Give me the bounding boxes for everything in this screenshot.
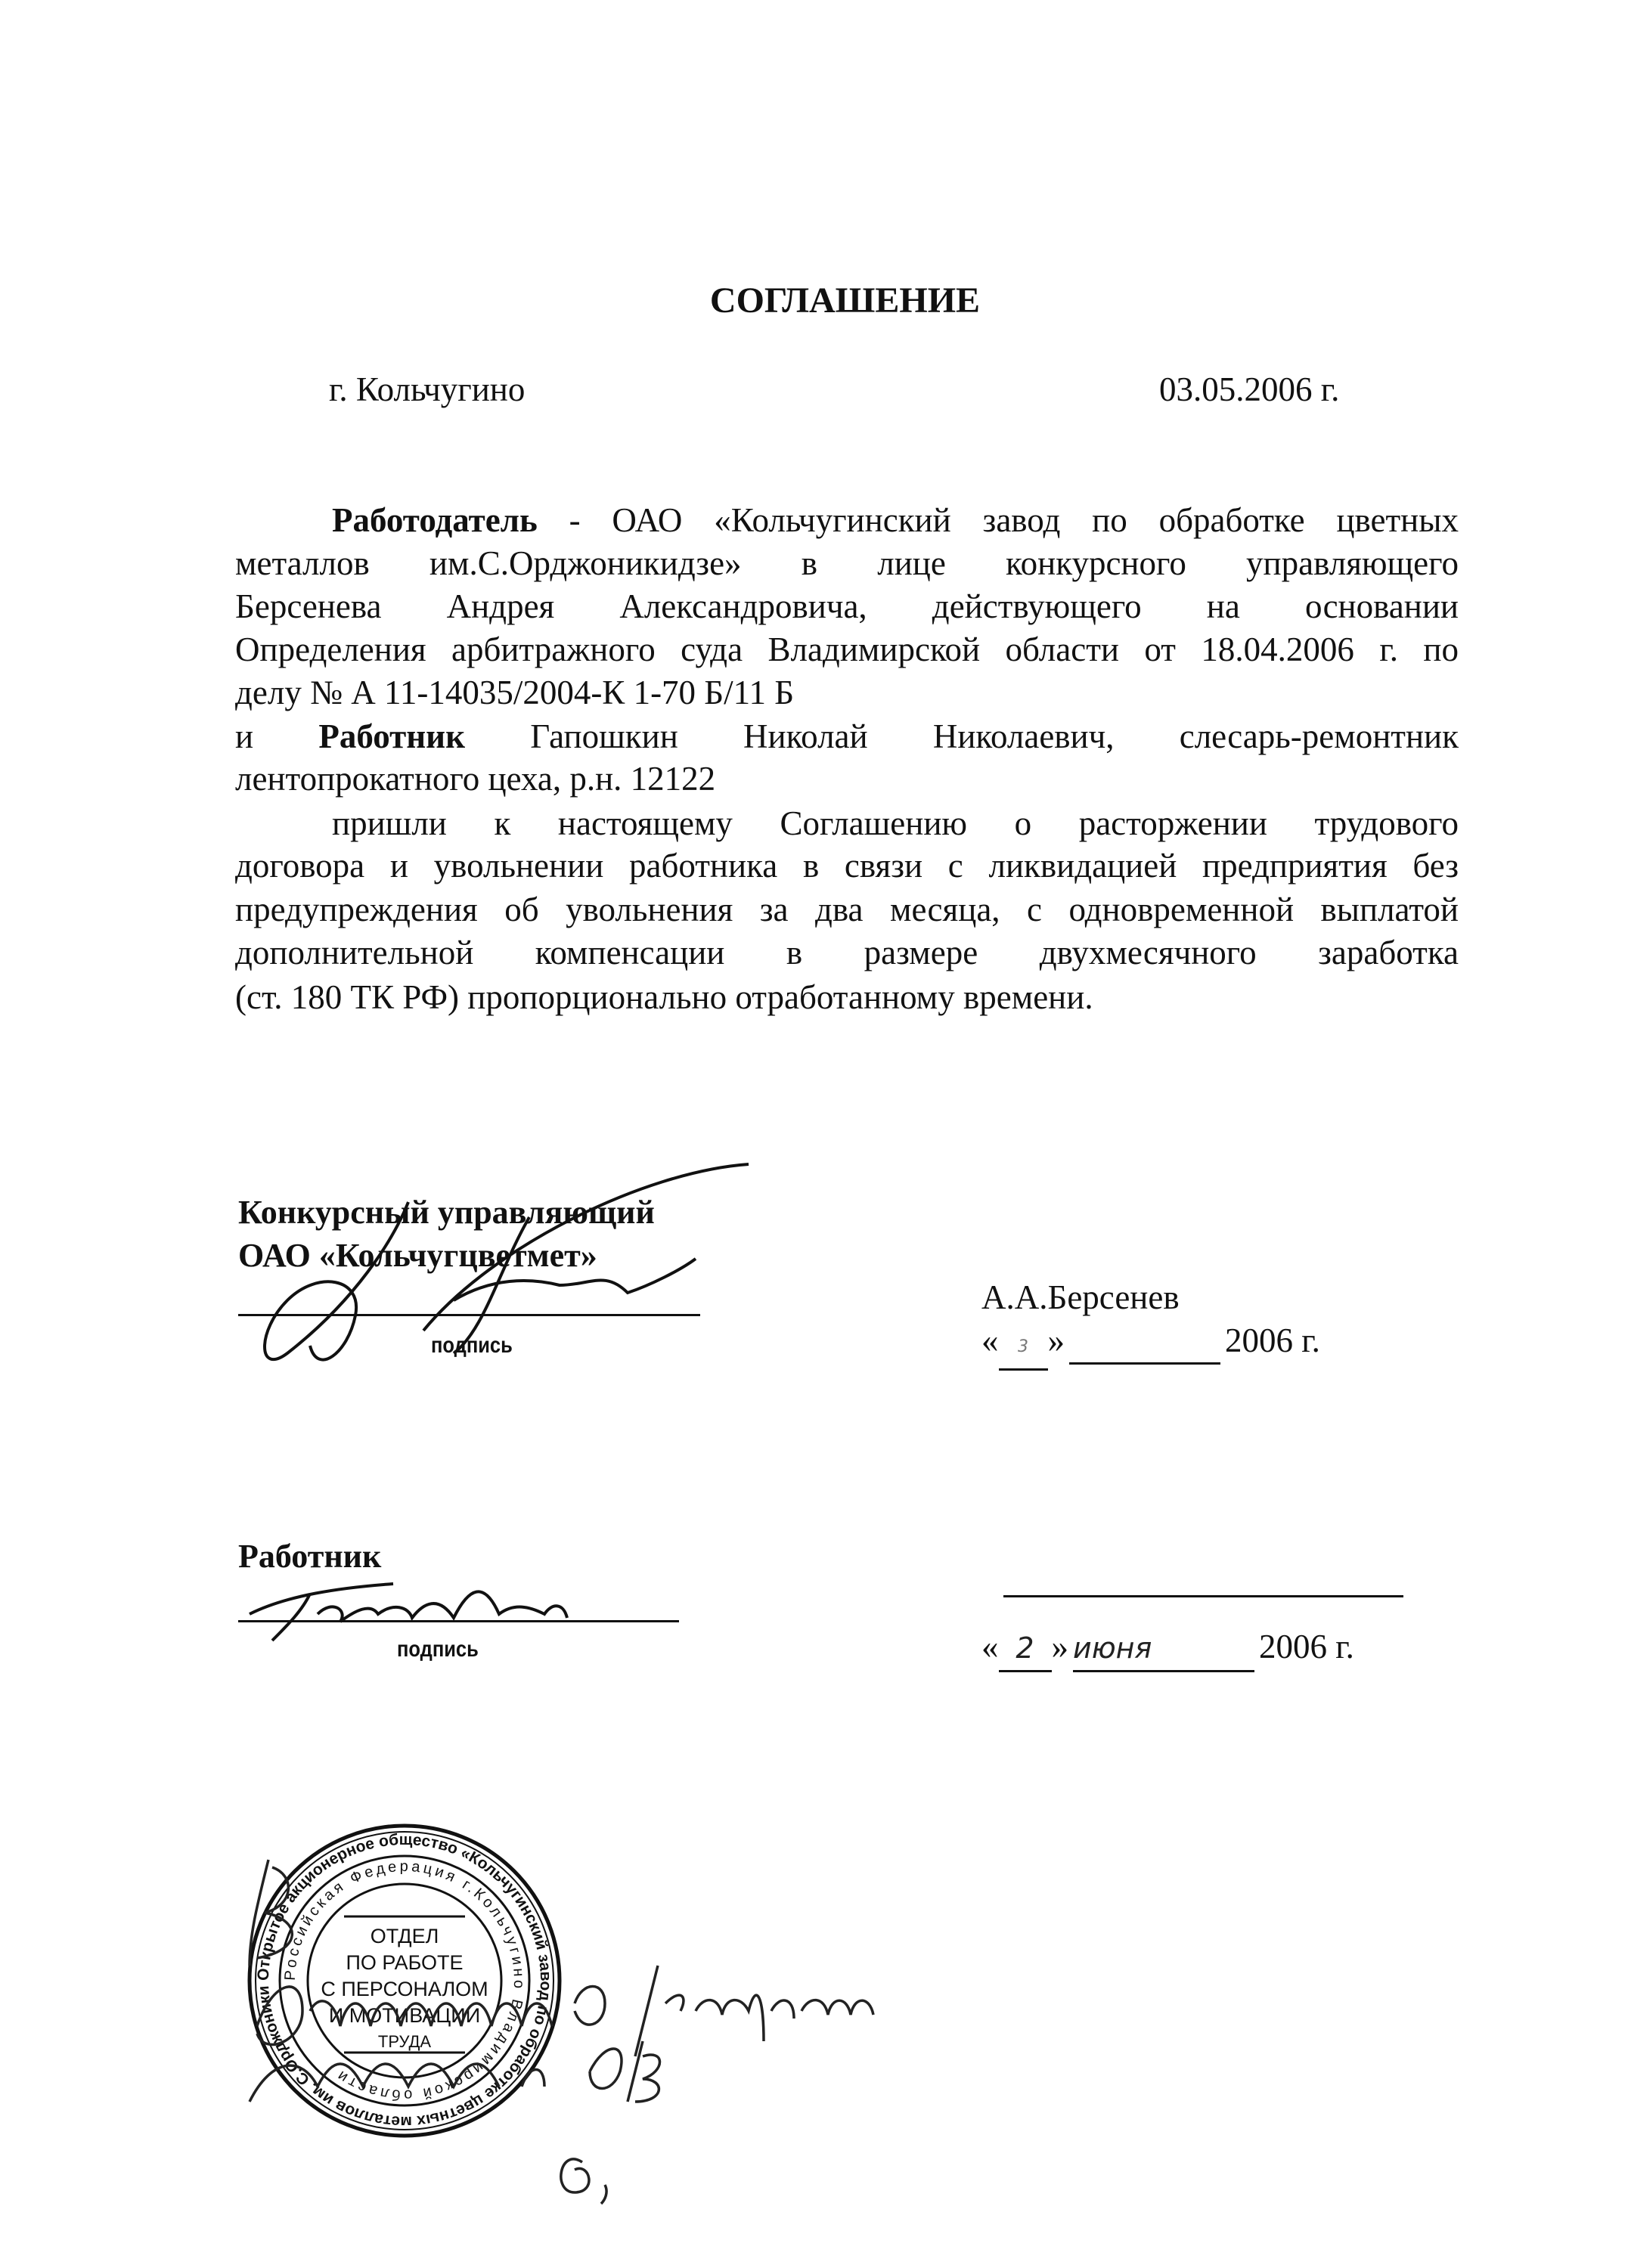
paragraph-line: Работодатель - ОАО «Кольчугинский завод по обработке цветных (332, 501, 1459, 539)
stamp-center-line: ПО РАБОТЕ (346, 1951, 464, 1974)
document-date: 03.05.2006 г. (1159, 370, 1340, 408)
city: г. Кольчугино (329, 370, 526, 408)
stamp-center-line: ТРУДА (377, 2032, 432, 2051)
stamp-outer-text: Открытое акционерное общество «Кольчугинский завод по обработке цветных металлов им. С.Орджоникидзе» (240, 1808, 555, 2131)
document-title: СОГЛАШЕНИЕ (709, 280, 981, 321)
employer-company: ОАО «Кольчугцветмет» (238, 1237, 597, 1274)
signature-caption: подпись (431, 1333, 513, 1358)
paragraph-line: лентопрокатного цеха, р.н. 12122 (235, 760, 716, 798)
employee-date-day: 2 (999, 1627, 1052, 1672)
paragraph-line: делу № А 11-14035/2004-К 1-70 Б/11 Б (235, 674, 795, 711)
employer-date-day: 3 (999, 1325, 1048, 1371)
employee-label: Работник (238, 1538, 382, 1575)
paragraph-line: Берсенева Андрея Александровича, действующего на основании (235, 587, 1459, 625)
employer-position: Конкурсный управляющий (238, 1194, 655, 1231)
stamp-center-line: С ПЕРСОНАЛОМ (321, 1978, 488, 2000)
stamp-center-line: И МОТИВАЦИИ (328, 2004, 481, 2027)
paragraph-line: (ст. 180 ТК РФ) пропорционально отработанному времени. (235, 978, 1093, 1016)
employee-date: « 2 » июня 2006 г. (981, 1625, 1354, 1672)
paragraph-line: договора и увольнении работника в связи с ликвидацией предприятия без (235, 847, 1459, 885)
paragraph-line: и Работник Гапошкин Николай Николаевич, слесарь-ремонтник (235, 717, 1459, 755)
paragraph-line: Определения арбитражного суда Владимирской области от 18.04.2006 г. по (235, 631, 1459, 668)
employer-date: « 3 » 2006 г. (981, 1319, 1320, 1371)
employee-label: Работник (318, 717, 466, 755)
signature-caption: подпись (397, 1637, 479, 1662)
employer-label: Работодатель (332, 501, 538, 539)
paragraph-line: металлов им.С.Орджоникидзе» в лице конкурсного управляющего (235, 544, 1459, 582)
paragraph-line: пришли к настоящему Соглашению о расторжении трудового (332, 804, 1459, 842)
employee-date-month: июня (1073, 1627, 1254, 1672)
employer-name: А.А.Берсенев (981, 1278, 1180, 1316)
stamp-middle-text: Российская Федерация г.Кольчугино Владимирской области (281, 1857, 528, 2104)
paragraph-line: предупреждения об увольнения за два месяца, с одновременной выплатой (235, 891, 1459, 928)
stamp-center-line: ОТДЕЛ (370, 1925, 439, 1947)
paragraph-line: дополнительной компенсации в размере двухмесячного заработка (235, 934, 1459, 971)
